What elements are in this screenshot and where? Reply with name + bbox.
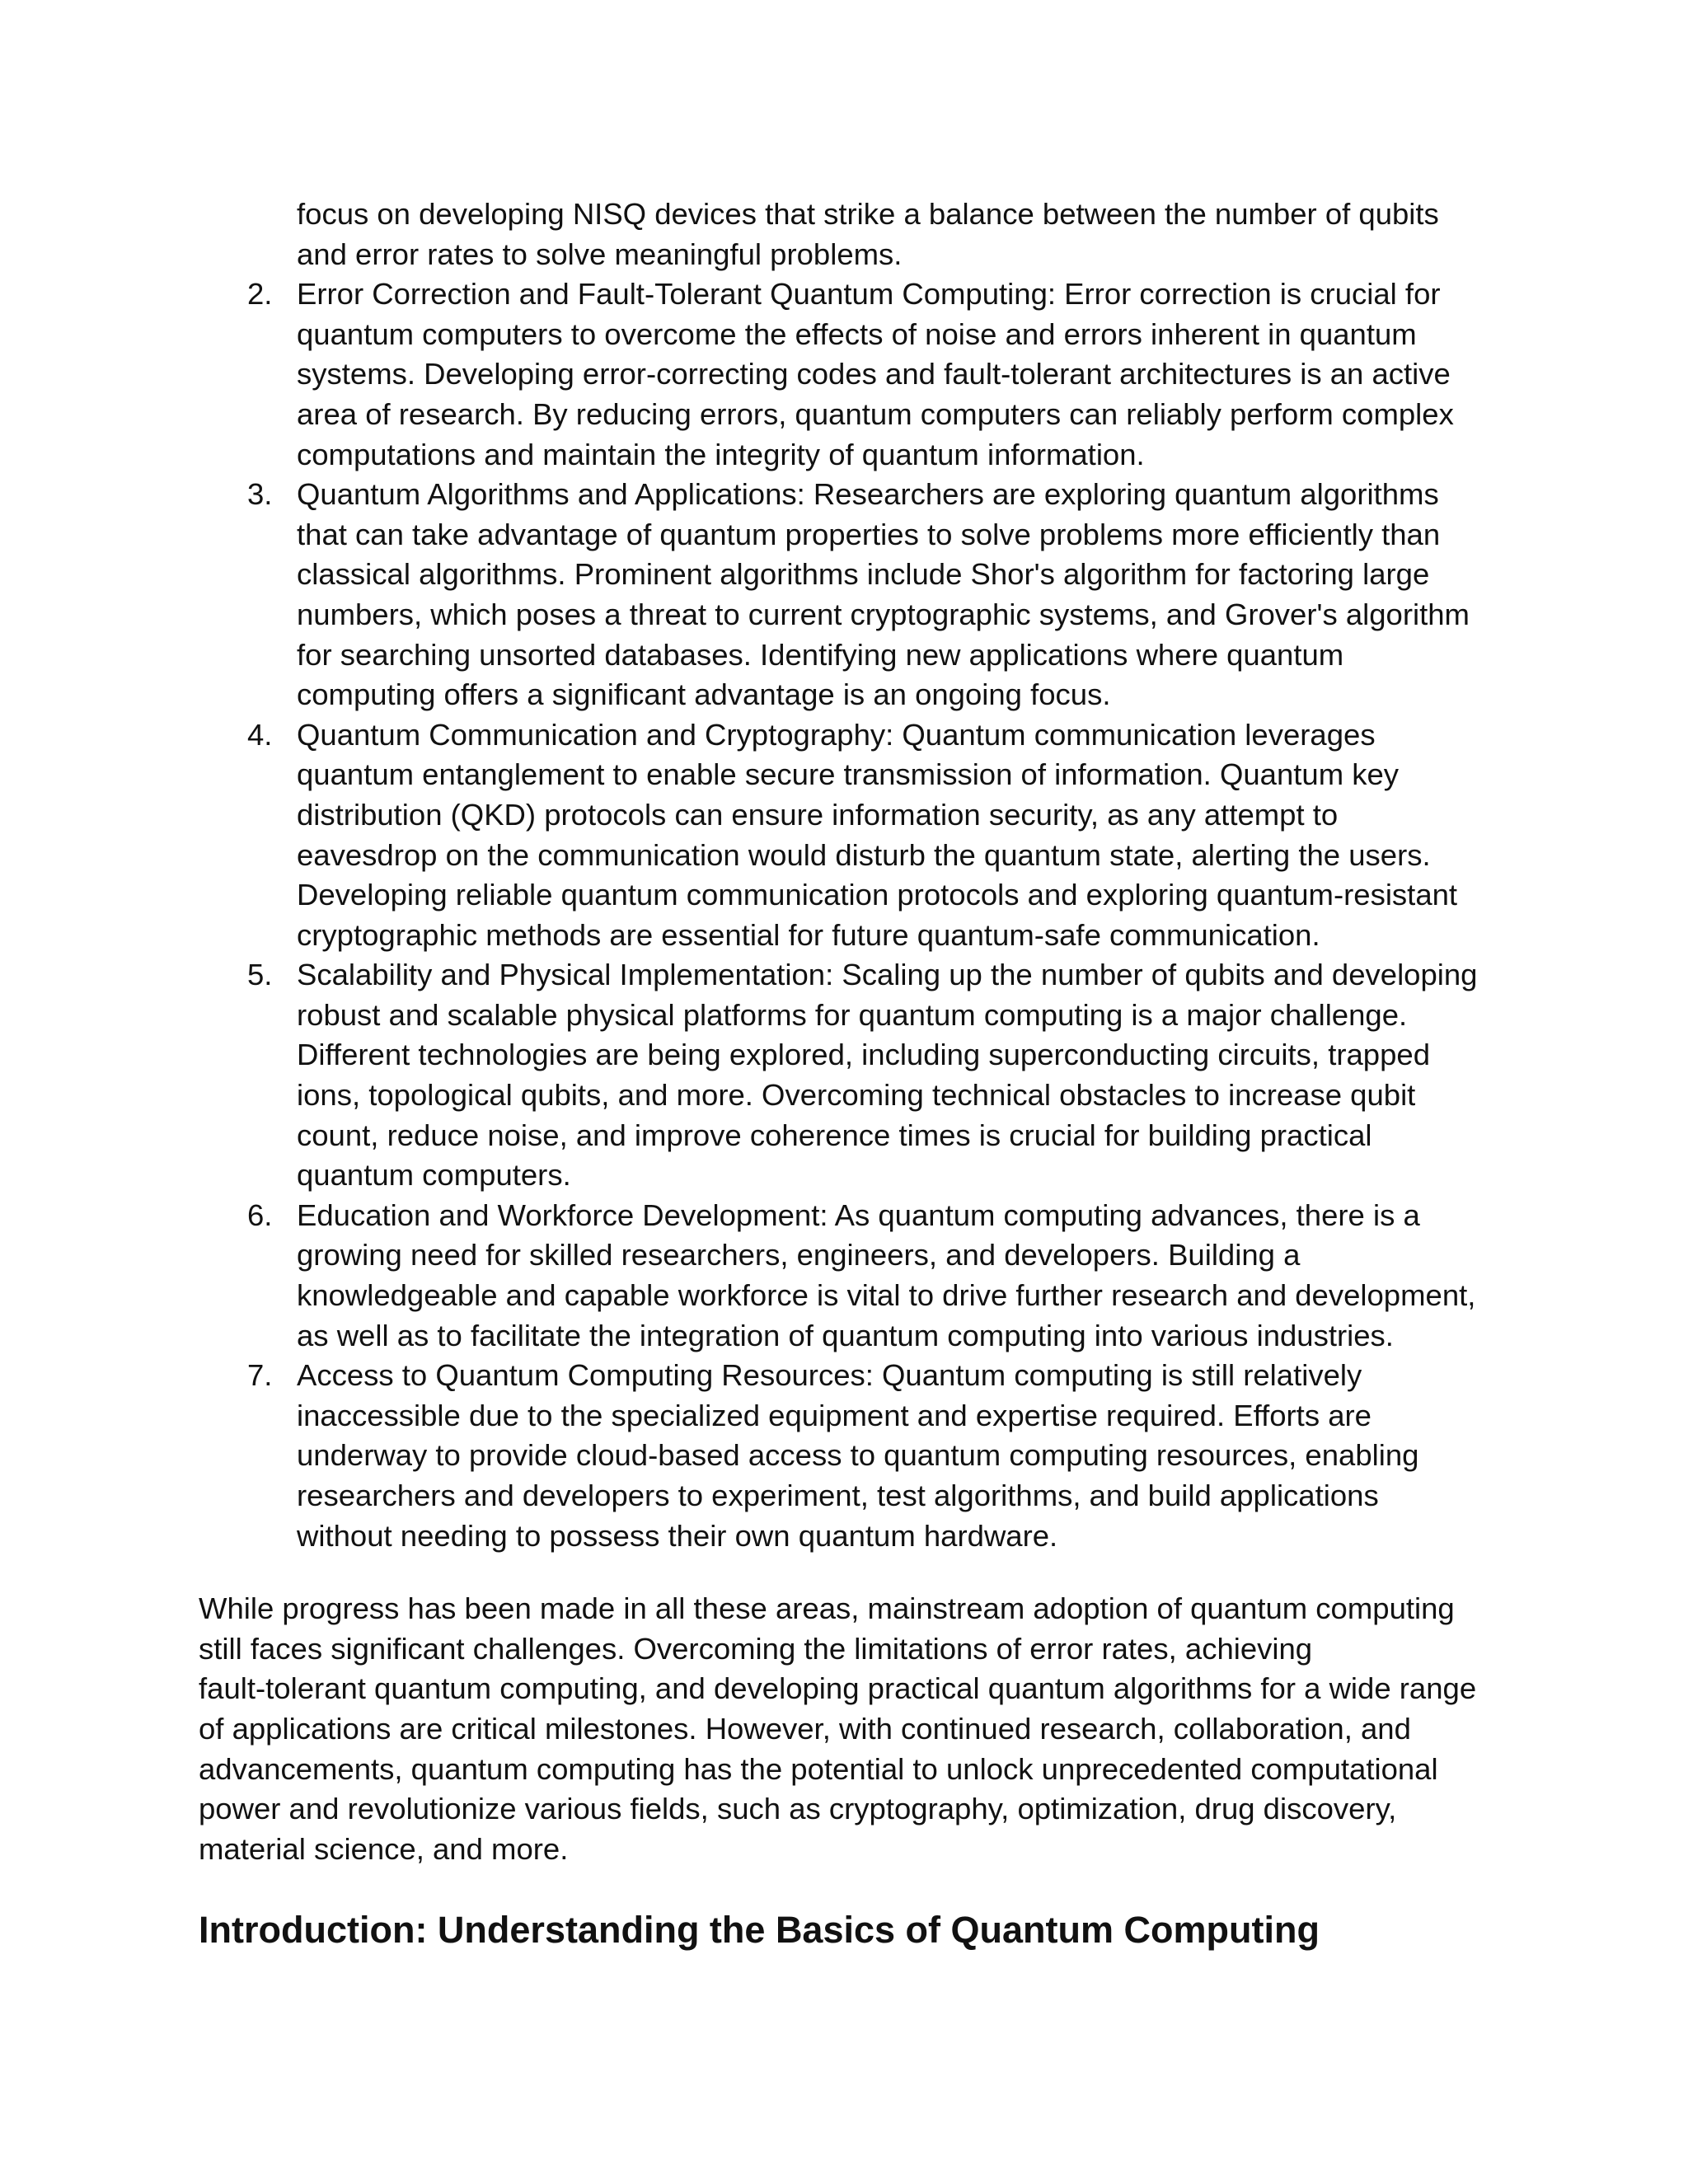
list-item-2 xyxy=(199,274,1493,475)
text-line: Different technologies are being explored, including superconducting circuits, trapped xyxy=(297,1038,1431,1072)
text-line: of applications are critical milestones. However, with continued research, collaboration, and xyxy=(199,1711,1411,1746)
text-line: fault-tolerant quantum computing, and developing practical quantum algorithms for a wide range xyxy=(199,1671,1477,1706)
text-line: focus on developing NISQ devices that strike a balance between the number of qubits xyxy=(297,197,1439,231)
text-line: Quantum Communication and Cryptography: Quantum communication leverages xyxy=(297,717,1376,752)
text-line: Error Correction and Fault-Tolerant Quantum Computing: Error correction is crucial for xyxy=(297,277,1441,312)
text-line: robust and scalable physical platforms for quantum computing is a major challenge. xyxy=(297,997,1408,1032)
list-item-3 xyxy=(199,475,1493,715)
text-line: computations and maintain the integrity of quantum information. xyxy=(297,437,1145,471)
text-line: count, reduce noise, and improve coherence times is crucial for building practical xyxy=(297,1118,1372,1152)
text-line: growing need for skilled researchers, engineers, and developers. Building a xyxy=(297,1238,1301,1272)
text-line: quantum computers to overcome the effects of noise and errors inherent in quantum xyxy=(297,316,1417,351)
text-line: Scalability and Physical Implementation: Scaling up the number of qubits and developing xyxy=(297,958,1478,992)
text-line: and error rates to solve meaningful problems. xyxy=(297,237,903,271)
text-line: that can take advantage of quantum properties to solve problems more efficiently than xyxy=(297,517,1441,551)
text-line: inaccessible due to the specialized equipment and expertise required. Efforts are xyxy=(297,1398,1372,1432)
text-line: knowledgeable and capable workforce is vital to drive further research and development, xyxy=(297,1278,1476,1313)
list-item-4 xyxy=(199,715,1493,956)
list-number: 3. xyxy=(247,477,273,512)
list-number: 7. xyxy=(247,1358,273,1393)
text-line: Education and Workforce Development: As quantum computing advances, there is a xyxy=(297,1197,1420,1232)
list-item-7 xyxy=(199,1356,1493,1556)
text-line: advancements, quantum computing has the potential to unlock unprecedented computational xyxy=(199,1751,1438,1786)
text-line: Access to Quantum Computing Resources: Quantum computing is still relatively xyxy=(297,1358,1362,1393)
text-line: systems. Developing error-correcting codes and fault-tolerant architectures is an active xyxy=(297,357,1451,391)
list-item-5 xyxy=(199,955,1493,1196)
text-line: without needing to possess their own quantum hardware. xyxy=(297,1518,1058,1553)
list-number: 6. xyxy=(247,1197,273,1232)
page-content xyxy=(199,194,1493,1955)
list-item-6 xyxy=(199,1196,1493,1356)
text-line: classical algorithms. Prominent algorithms include Shor's algorithm for factoring large xyxy=(297,557,1430,592)
text-line: area of research. By reducing errors, quantum computers can reliably perform complex xyxy=(297,396,1454,431)
text-line: power and revolutionize various fields, such as cryptography, optimization, drug discovery, xyxy=(199,1792,1397,1826)
text-line: computing offers a significant advantage is an ongoing focus. xyxy=(297,677,1111,712)
text-line: quantum entanglement to enable secure transmission of information. Quantum key xyxy=(297,757,1400,792)
text-line: Quantum Algorithms and Applications: Researchers are exploring quantum algorithms xyxy=(297,477,1439,512)
text-line: researchers and developers to experiment, test algorithms, and build applications xyxy=(297,1479,1379,1512)
list-continuation xyxy=(199,194,1493,274)
text-line: distribution (QKD) protocols can ensure information security, as any attempt to xyxy=(297,797,1339,832)
list-number: 2. xyxy=(247,277,273,312)
text-line: still faces significant challenges. Overcoming the limitations of error rates, achieving xyxy=(199,1631,1313,1666)
text-line: numbers, which poses a threat to current cryptographic systems, and Grover's algorithm xyxy=(297,597,1470,631)
section-heading: Introduction: Understanding the Basics of Quantum Computing xyxy=(199,1909,1320,1952)
text-line: material science, and more. xyxy=(199,1831,569,1866)
closing-paragraph xyxy=(199,1589,1493,1869)
list-number: 4. xyxy=(247,717,273,752)
list-number: 5. xyxy=(247,958,273,992)
text-line: cryptographic methods are essential for future quantum-safe communication. xyxy=(297,917,1320,952)
text-line: ions, topological qubits, and more. Overcoming technical obstacles to increase qubit xyxy=(297,1078,1416,1113)
text-line: While progress has been made in all these areas, mainstream adoption of quantum computing xyxy=(199,1591,1455,1626)
text-line: quantum computers. xyxy=(297,1158,571,1193)
text-line: as well as to facilitate the integration of quantum computing into various industries. xyxy=(297,1318,1394,1352)
text-line: for searching unsorted databases. Identifying new applications where quantum xyxy=(297,637,1344,672)
text-line: eavesdrop on the communication would disturb the quantum state, alerting the users. xyxy=(297,837,1431,872)
text-line: Developing reliable quantum communication protocols and exploring quantum-resistant xyxy=(297,878,1458,912)
text-line: underway to provide cloud-based access to quantum computing resources, enabling xyxy=(297,1438,1419,1473)
